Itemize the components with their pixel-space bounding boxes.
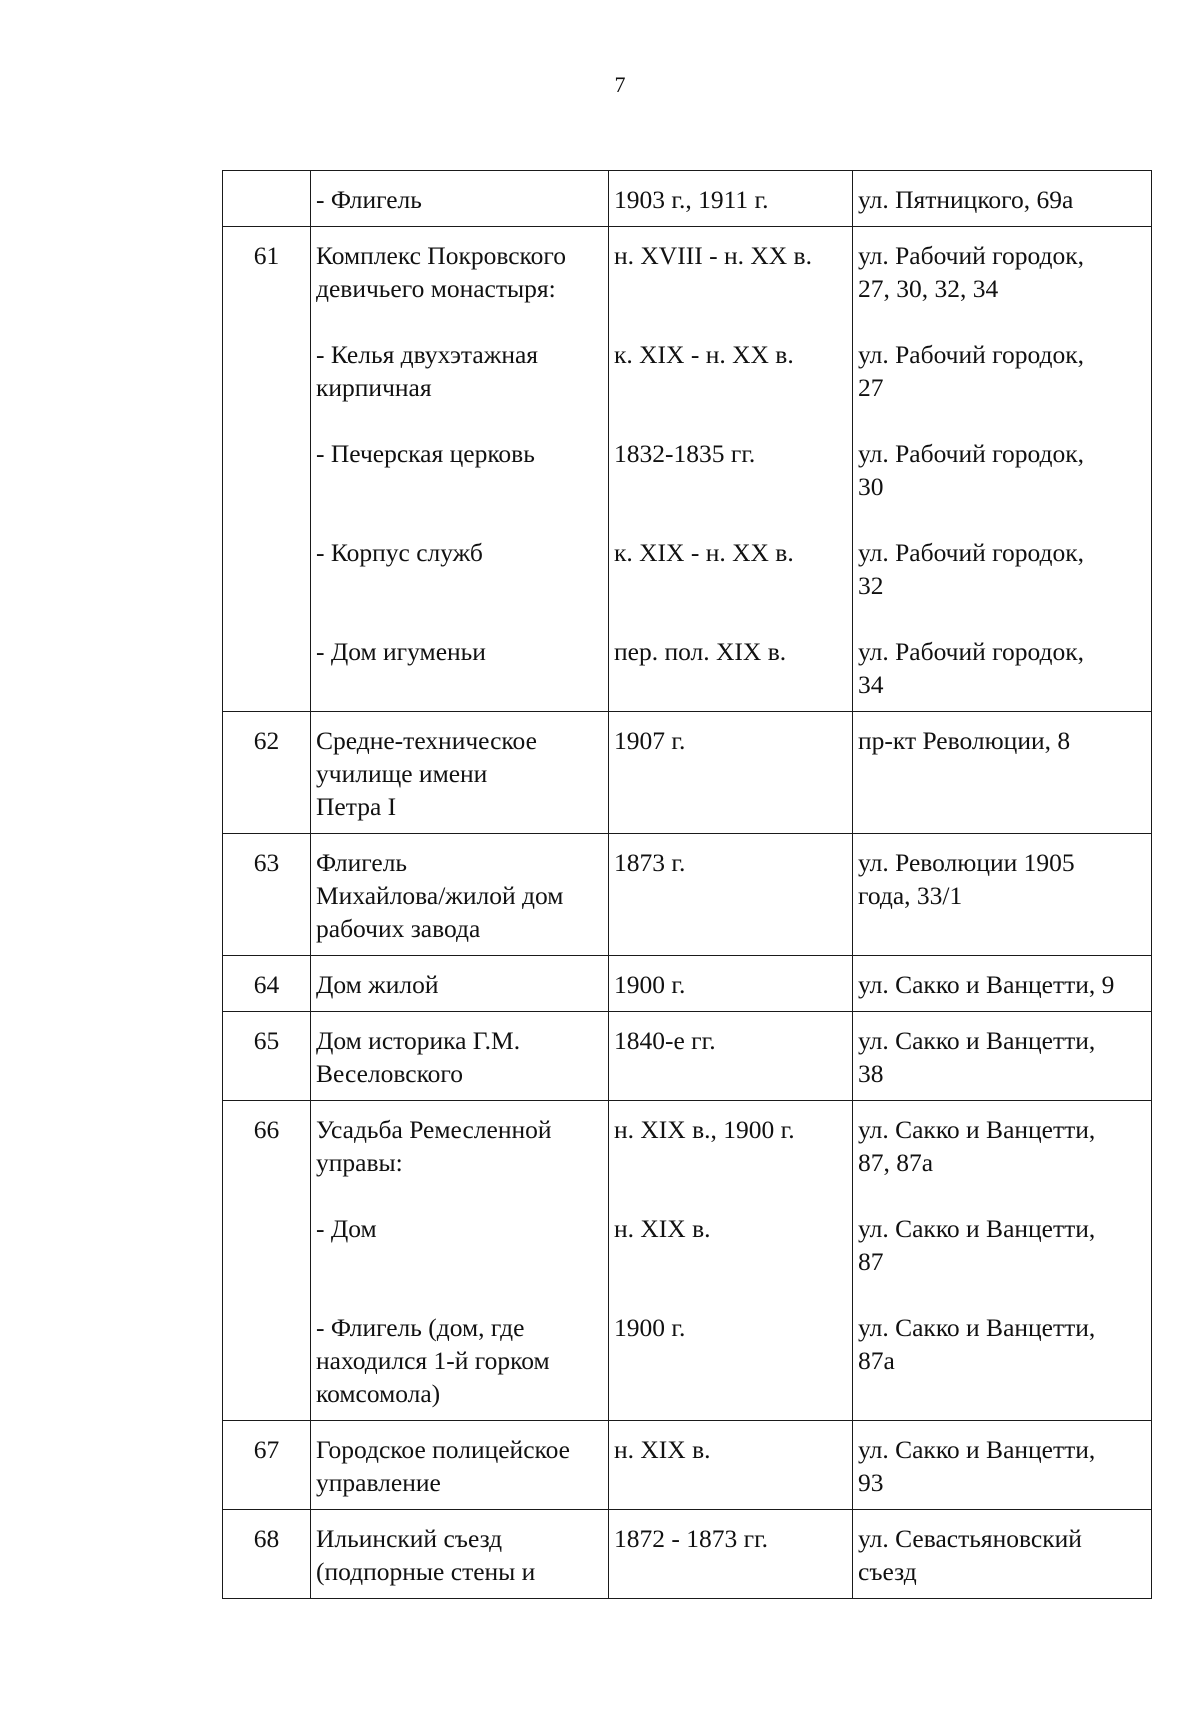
row-number: 62 — [223, 712, 311, 834]
date-cell — [609, 1012, 853, 1101]
date-cell — [609, 1101, 853, 1421]
date-cell — [609, 1510, 853, 1599]
object-date: 1832-1835 гг. — [614, 439, 756, 468]
page-number: 7 — [614, 72, 626, 97]
object-name-cell — [311, 1012, 609, 1101]
table-row — [223, 1012, 1152, 1101]
object-address: ул. Рабочий городок, 30 — [858, 439, 1084, 501]
object-address: ул. Революции 1905 года, 33/1 — [858, 848, 1075, 910]
row-number: 67 — [223, 1421, 311, 1510]
date-cell — [609, 956, 853, 1012]
date-cell — [609, 171, 853, 227]
row-number: 66 — [223, 1101, 311, 1421]
address-cell — [853, 1510, 1152, 1599]
date-cell — [609, 712, 853, 834]
object-name: - Печерская церковь — [316, 439, 535, 468]
object-date: 1873 г. — [614, 848, 686, 877]
row-number: 64 — [223, 956, 311, 1012]
object-name-cell — [311, 171, 609, 227]
object-date: 1907 г. — [614, 726, 686, 755]
object-name-cell — [311, 1421, 609, 1510]
object-name-cell — [311, 227, 609, 712]
row-number: 68 — [223, 1510, 311, 1599]
object-name: Флигель Михайлова/жилой дом рабочих завода — [316, 848, 564, 943]
object-address: ул. Сакко и Ванцетти, 87, 87а — [858, 1115, 1096, 1177]
object-name: Дом жилой — [316, 970, 439, 999]
table-row — [223, 834, 1152, 956]
object-date: н. XVIII - н. XX в. — [614, 241, 812, 270]
object-date: 1903 г., 1911 г. — [614, 185, 769, 214]
object-name: Комплекс Покровского девичьего монастыря: — [316, 241, 566, 303]
object-address: ул. Сакко и Ванцетти, 9 — [858, 970, 1115, 999]
object-date: н. XIX в. — [614, 1214, 711, 1243]
object-name: Дом историка Г.М. Веселовского — [316, 1026, 521, 1088]
object-address: ул. Сакко и Ванцетти, 87 — [858, 1214, 1096, 1276]
object-date: к. XIX - н. XX в. — [614, 538, 794, 567]
date-cell — [609, 834, 853, 956]
object-date: 1900 г. — [614, 970, 686, 999]
object-address: ул. Рабочий городок, 32 — [858, 538, 1084, 600]
object-date: н. XIX в. — [614, 1435, 711, 1464]
object-address: пр-кт Революции, 8 — [858, 726, 1071, 755]
date-cell — [609, 227, 853, 712]
object-name: - Флигель (дом, где находился 1-й горком комсомола) — [316, 1313, 550, 1408]
object-address: ул. Севастьяновский съезд — [858, 1524, 1082, 1586]
object-date: н. XIX в., 1900 г. — [614, 1115, 795, 1144]
object-date: 1840-е гг. — [614, 1026, 716, 1055]
table-row — [223, 1421, 1152, 1510]
object-name: - Дом игуменьи — [316, 637, 486, 666]
object-name: - Корпус служб — [316, 538, 483, 567]
object-name: Усадьба Ремесленной управы: — [316, 1115, 552, 1177]
address-cell — [853, 1012, 1152, 1101]
object-name-cell — [311, 712, 609, 834]
object-address: ул. Пятницкого, 69а — [858, 185, 1074, 214]
row-number: 65 — [223, 1012, 311, 1101]
object-name: Городское полицейское управление — [316, 1435, 570, 1497]
table-row — [223, 171, 1152, 227]
object-date: 1900 г. — [614, 1313, 686, 1342]
object-name-cell — [311, 1101, 609, 1421]
object-date: пер. пол. XIX в. — [614, 637, 787, 666]
address-cell — [853, 1101, 1152, 1421]
table-row — [223, 1101, 1152, 1421]
object-address: ул. Сакко и Ванцетти, 87а — [858, 1313, 1096, 1375]
heritage-table — [222, 170, 1152, 1599]
object-name: Ильинский съезд (подпорные стены и — [316, 1524, 536, 1586]
table-row — [223, 712, 1152, 834]
address-cell — [853, 1421, 1152, 1510]
object-name-cell — [311, 1510, 609, 1599]
object-name: - Дом — [316, 1214, 377, 1243]
object-address: ул. Рабочий городок, 27 — [858, 340, 1084, 402]
address-cell — [853, 227, 1152, 712]
table-row — [223, 227, 1152, 712]
object-name: - Флигель — [316, 185, 422, 214]
object-name: Средне-техническое училище имени Петра I — [316, 726, 537, 821]
object-address: ул. Рабочий городок, 34 — [858, 637, 1084, 699]
object-address: ул. Сакко и Ванцетти, 93 — [858, 1435, 1096, 1497]
object-address: ул. Рабочий городок, 27, 30, 32, 34 — [858, 241, 1084, 303]
row-number: 61 — [223, 227, 311, 712]
object-name: - Келья двухэтажная кирпичная — [316, 340, 539, 402]
object-date: к. XIX - н. XX в. — [614, 340, 794, 369]
table-row — [223, 956, 1152, 1012]
row-number — [223, 171, 311, 227]
address-cell — [853, 956, 1152, 1012]
table-row — [223, 1510, 1152, 1599]
object-address: ул. Сакко и Ванцетти, 38 — [858, 1026, 1096, 1088]
address-cell — [853, 834, 1152, 956]
object-name-cell — [311, 956, 609, 1012]
object-name-cell — [311, 834, 609, 956]
address-cell — [853, 171, 1152, 227]
row-number: 63 — [223, 834, 311, 956]
date-cell — [609, 1421, 853, 1510]
object-date: 1872 - 1873 гг. — [614, 1524, 769, 1553]
address-cell — [853, 712, 1152, 834]
